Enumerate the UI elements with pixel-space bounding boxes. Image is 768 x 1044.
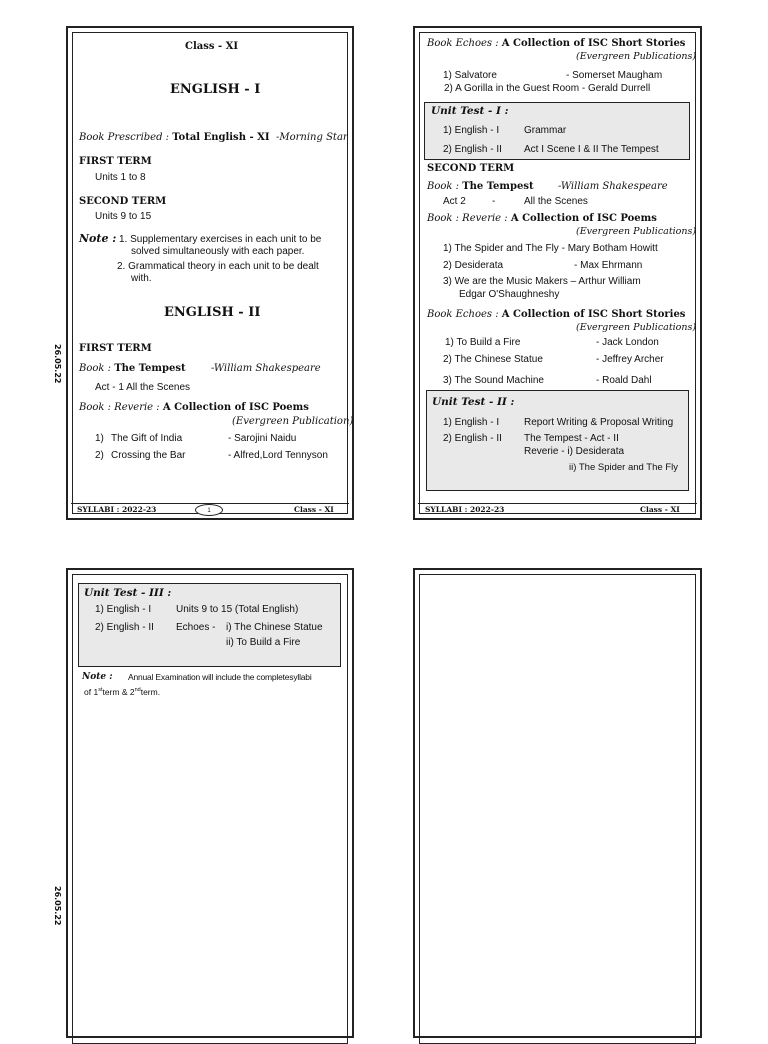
reverie-book-line-2: Book : Reverie : A Collection of ISC Poems <box>427 213 657 224</box>
poem-2-title: Crossing the Bar <box>111 450 186 461</box>
note-2-line-1: 2. Grammatical theory in each unit to be dealt <box>117 261 319 272</box>
act-2-scenes: All the Scenes <box>524 196 588 207</box>
story-build-fire-author: - Jack London <box>596 337 659 348</box>
poem-music-makers-line-2: Edgar O'Shaughneshy <box>459 289 560 300</box>
ut3-row-1-right: Units 9 to 15 (Total English) <box>176 604 299 615</box>
poem-spider-fly: 1) The Spider and The Fly - Mary Botham Howitt <box>443 243 658 254</box>
poem-1-title: The Gift of India <box>111 433 183 444</box>
echoes-book-line: Book Echoes : A Collection of ISC Short Stories <box>427 38 686 49</box>
unit-test-3-title: Unit Test - III : <box>84 587 172 599</box>
reverie-publisher-2: (Evergreen Publications) <box>576 226 697 237</box>
reverie-book-line: Book : Reverie : A Collection of ISC Poems <box>79 402 309 413</box>
note-text-3-line-2: of 1stterm & 2ndterm. <box>84 686 161 697</box>
footer-syllabi: SYLLABI : 2022-23 <box>77 505 157 514</box>
unit-test-1-title: Unit Test - I : <box>431 105 509 117</box>
story-build-fire: 1) To Build a Fire <box>445 337 521 348</box>
unit-test-2-title: Unit Test - II : <box>432 396 515 408</box>
act-2-dash: - <box>492 196 496 207</box>
ut1-row-1-right: Grammar <box>524 125 567 136</box>
second-term-units: Units 9 to 15 <box>95 211 152 222</box>
footer-rule-2 <box>418 503 697 504</box>
ut2-row-4: ii) The Spider and The Fly <box>569 462 678 473</box>
ut2-row-1-right: Report Writing & Proposal Writing <box>524 417 674 428</box>
first-term-units: Units 1 to 8 <box>95 172 146 183</box>
note-label-3: Note : <box>82 672 113 682</box>
reverie-publisher: (Evergreen Publication) <box>232 416 354 427</box>
syllabus-page-1 <box>66 26 354 520</box>
note-text-3: Annual Examination will include the completesyllabi <box>128 672 312 682</box>
page-4-inner-border <box>419 574 696 1044</box>
story-sound-machine-author: - Roald Dahl <box>596 375 652 386</box>
book-prescribed-line: Book Prescribed : Total English - XI <box>79 132 270 143</box>
echoes-publisher: (Evergreen Publications) <box>576 51 697 62</box>
ut3-row-1-left: 1) English - I <box>95 604 152 615</box>
ut1-row-1-left: 1) English - I <box>443 125 500 136</box>
ut1-row-2-left: 2) English - II <box>443 144 502 155</box>
english2-heading: ENGLISH - II <box>164 305 261 320</box>
ut3-row-2-left: 2) English - II <box>95 622 154 633</box>
footer-class-2: Class - XI <box>640 505 680 514</box>
poem-desiderata: 2) Desiderata <box>443 260 504 271</box>
ut2-row-1-left: 1) English - I <box>443 417 500 428</box>
ut2-row-2-right: The Tempest - Act - II <box>524 433 619 444</box>
syllabus-page-4-blank <box>413 568 702 1038</box>
book-prescribed-publisher: -Morning Star <box>276 132 348 143</box>
story-1-author: - Somerset Maugham <box>566 70 663 81</box>
poem-1-author: - Sarojini Naidu <box>228 433 297 444</box>
tempest-author-2: -William Shakespeare <box>558 181 668 192</box>
ut3-row-3: ii) To Build a Fire <box>226 637 301 648</box>
echoes-publisher-2: (Evergreen Publications) <box>576 322 697 333</box>
first-term-heading: FIRST TERM <box>79 156 152 167</box>
first-term-2-heading: FIRST TERM <box>79 343 152 354</box>
echoes-book-line-2: Book Echoes : A Collection of ISC Short Stories <box>427 309 686 320</box>
story-2: 2) A Gorilla in the Guest Room - Gerald Durrell <box>444 83 651 94</box>
class-title: Class - XI <box>185 41 239 52</box>
act-2-label: Act 2 <box>443 196 466 207</box>
english1-heading: ENGLISH - I <box>170 82 261 97</box>
second-term-heading-2: SECOND TERM <box>427 163 515 174</box>
story-sound-machine: 3) The Sound Machine <box>443 375 544 386</box>
page-number: 1 <box>195 504 223 516</box>
poem-2-number: 2) <box>95 450 104 461</box>
tempest-author: -William Shakespeare <box>211 363 321 374</box>
note-label: Note : <box>79 232 117 245</box>
footer-class: Class - XI <box>294 505 334 514</box>
poem-2-author: - Alfred,Lord Tennyson <box>228 450 328 461</box>
ut2-row-2-left: 2) English - II <box>443 433 502 444</box>
note-2-line-2: with. <box>131 273 152 284</box>
ut3-row-2-mid: Echoes - <box>176 622 216 633</box>
ut2-row-3: Reverie - i) Desiderata <box>524 446 625 457</box>
side-date-stamp-2: 26.05.22 <box>53 886 62 926</box>
act-line: Act - 1 All the Scenes <box>95 382 191 393</box>
footer-syllabi-2: SYLLABI : 2022-23 <box>425 505 505 514</box>
story-chinese-statue: 2) The Chinese Statue <box>443 354 543 365</box>
story-chinese-statue-author: - Jeffrey Archer <box>596 354 664 365</box>
poem-desiderata-author: - Max Ehrmann <box>574 260 643 271</box>
poem-music-makers-line-1: 3) We are the Music Makers – Arthur William <box>443 276 641 287</box>
tempest-book-line-2: Book : The Tempest <box>427 181 534 192</box>
ut1-row-2-right: Act I Scene I & II The Tempest <box>524 144 659 155</box>
ut3-row-2-right: i) The Chinese Statue <box>226 622 323 633</box>
tempest-book-line: Book : The Tempest <box>79 363 186 374</box>
poem-1-number: 1) <box>95 433 104 444</box>
note-1-line-2: solved simultaneously with each paper. <box>131 246 305 257</box>
side-date-stamp: 26.05.22 <box>53 344 62 384</box>
second-term-heading: SECOND TERM <box>79 196 167 207</box>
note-1-line-1: 1. Supplementary exercises in each unit to be <box>119 234 322 245</box>
story-1: 1) Salvatore <box>443 70 497 81</box>
